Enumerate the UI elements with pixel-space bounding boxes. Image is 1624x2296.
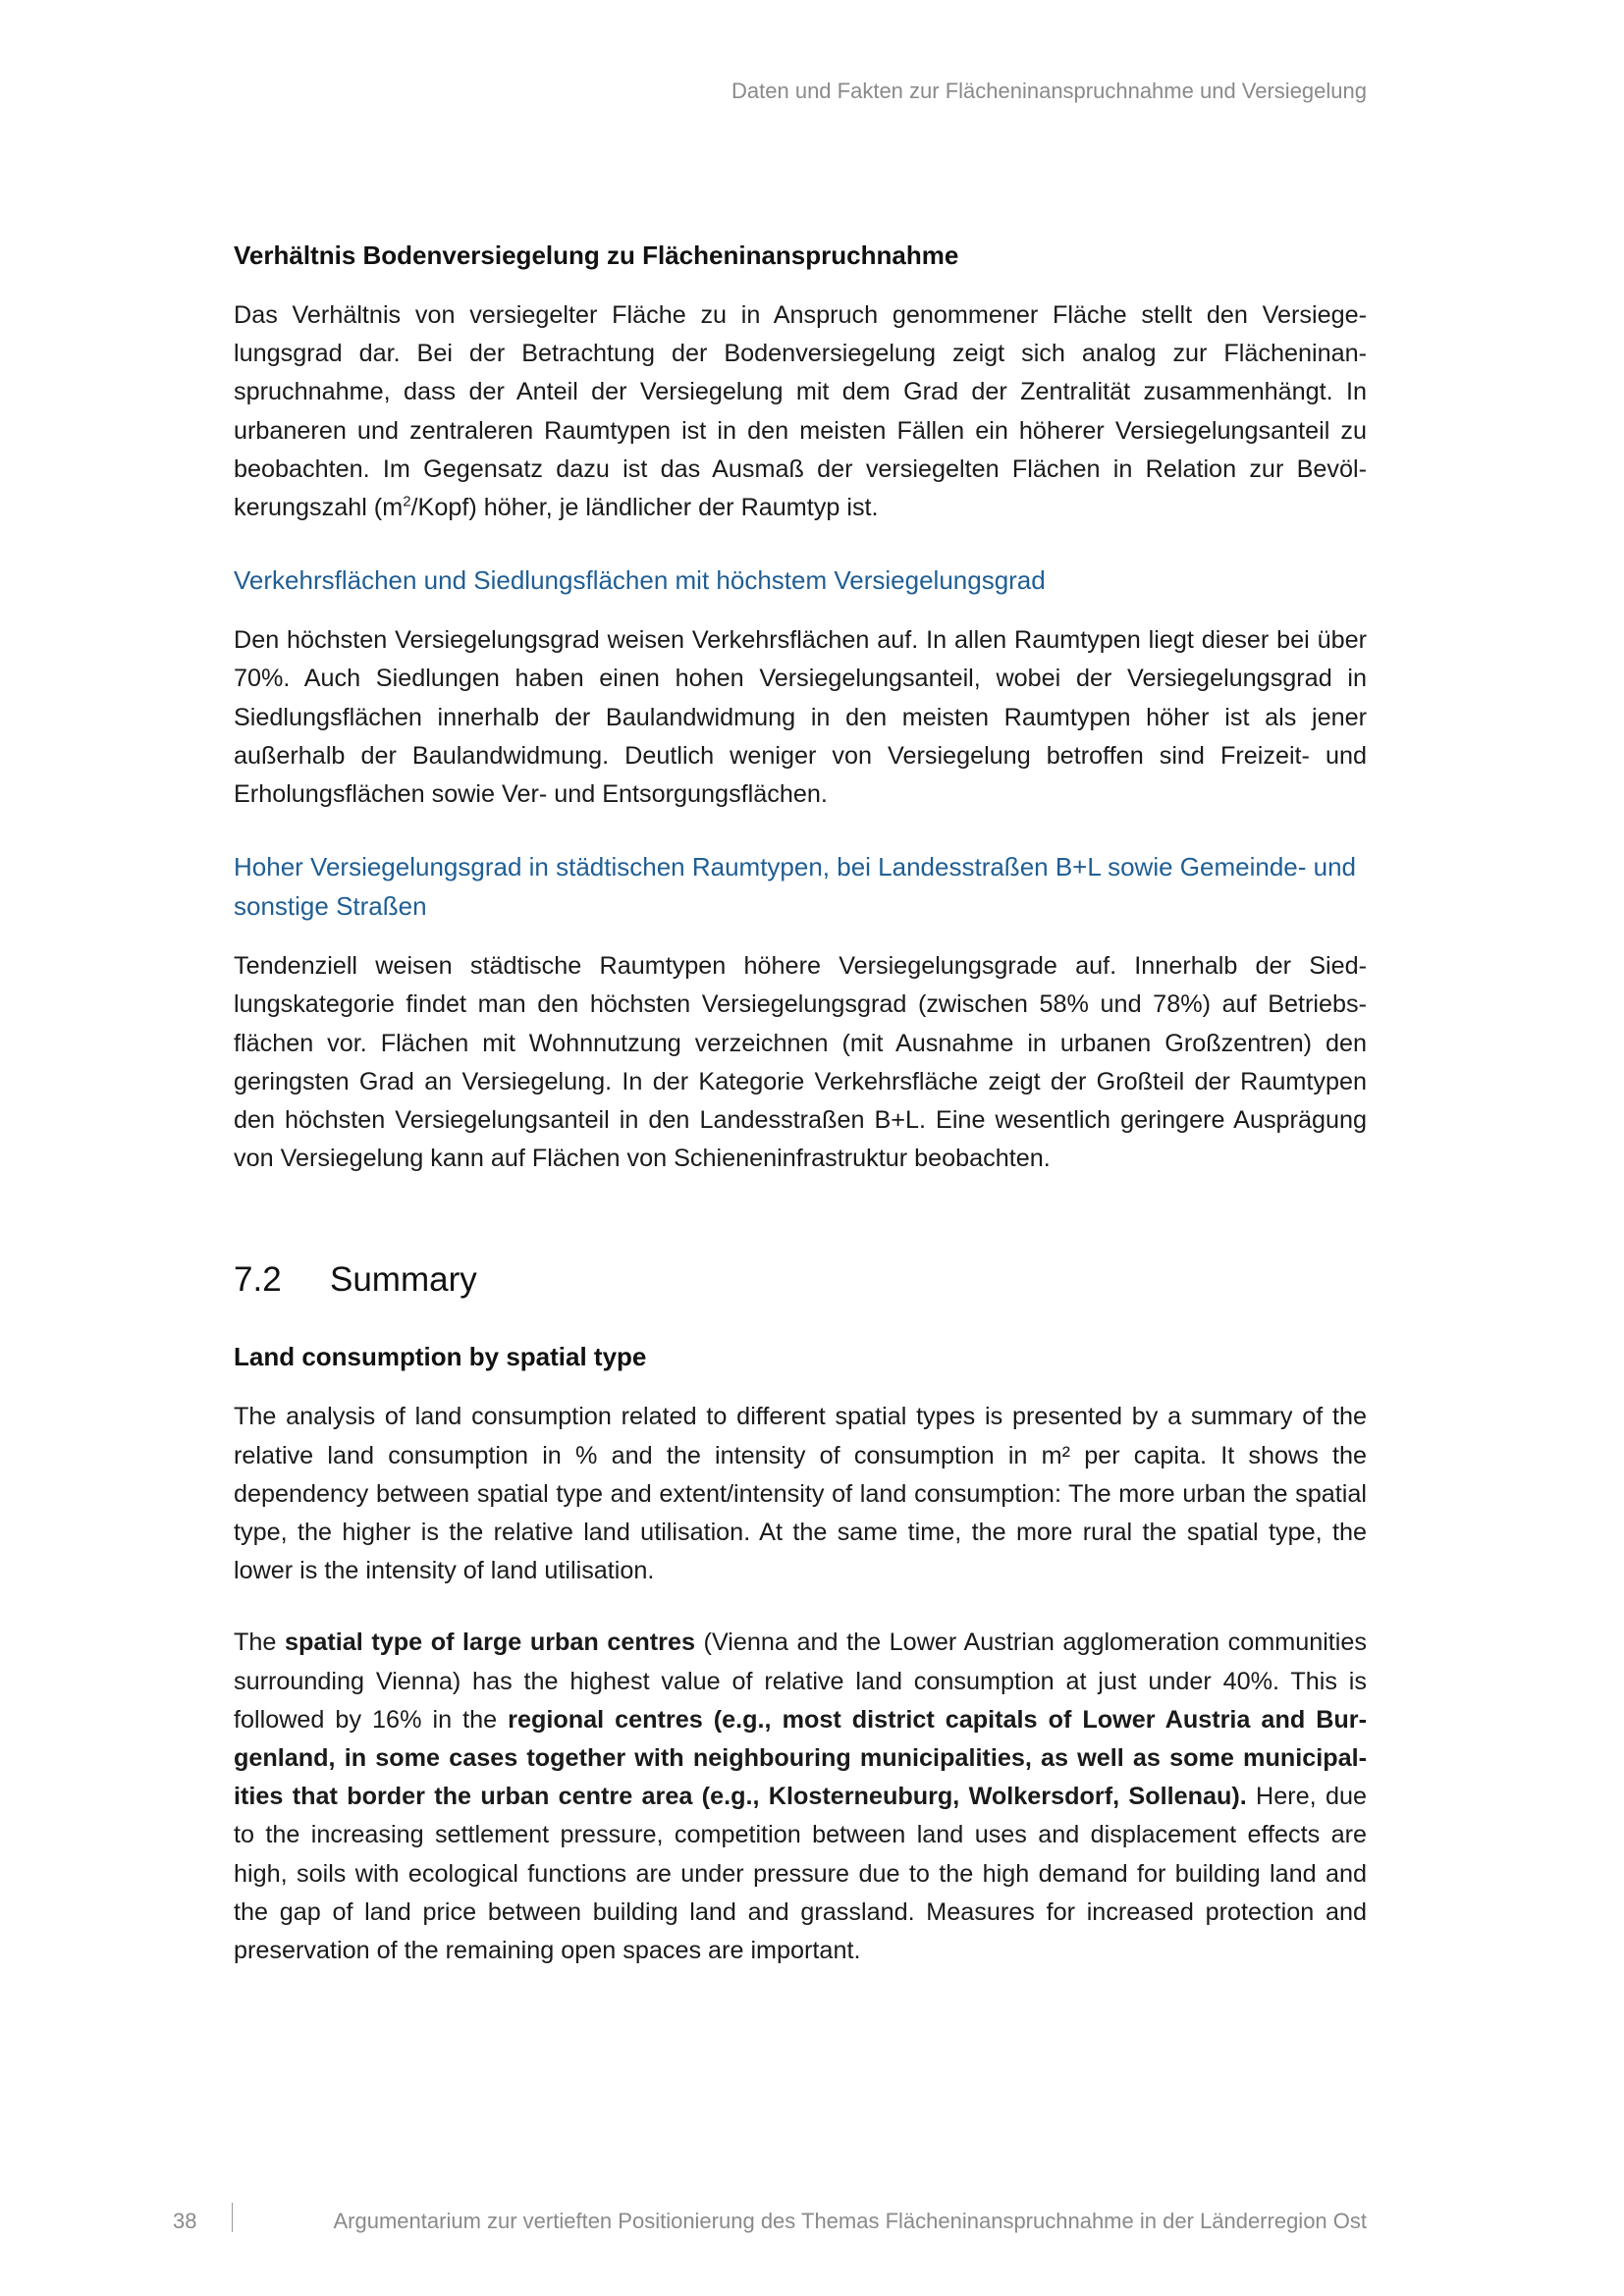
footer-divider (232, 2203, 233, 2232)
paragraph-sealing-ratio (234, 296, 1367, 527)
chapter-title: Summary (330, 1260, 477, 1300)
bold-text: regional centres (e.g., most district capitals of Lower Austria and Burgenland, in some cases together with neighbouring municipalities, as well as some municipalities that border the urban centre area (e.g., Klosterneuburg, Wolkersdorf, Sollenau). (234, 1705, 1367, 1811)
running-header: Daten und Fakten zur Flächeninanspruchnahme und Versiegelung (731, 79, 1367, 103)
subheading-urban-sealing: Hoher Versiegelungsgrad in städtischen Raumtypen, bei Landesstraßen B+L sowie Gemeinde- und sonstige Straßen (234, 852, 1356, 922)
bold-text: spatial type of large urban centres (284, 1629, 695, 1657)
page-number: 38 (173, 2209, 197, 2233)
paragraph-text: /Kopf) höher, je ländlicher der Raumtyp ist. (410, 494, 879, 522)
subheading-traffic-settlement: Verkehrsflächen und Siedlungsflächen mit höchstem Versiegelungsgrad (234, 565, 1046, 596)
paragraph-text: Here, due to the increasing settlement pressure, competition between land uses and displacement effects are high, soils with ecological functions are under pressure due to the high demand for building land and the gap of land price between building land and grassland. Measures for increased protection and preservation of the remaining open spaces are important. (234, 1783, 1367, 1965)
footer-document-title: Argumentarium zur vertieften Positionierung des Themas Flächeninanspruchnahme in der Länderregion Ost (333, 2209, 1367, 2233)
paragraph-land-consumption: The analysis of land consumption related to different spatial types is presented by a summary of the relative land consumption in % and the intensity of consumption in m² per capita. It shows the dependency between spatial type and extent/intensity of land consumption: The more urban the spatial type, the higher is the relative land utilisation. At the same time, the more rural the spatial type, the lower is the intensity of land utilisation. (234, 1403, 1367, 1585)
superscript: 2 (403, 493, 411, 510)
section-heading-sealing-ratio: Verhältnis Bodenversiegelung zu Flächeninanspruchnahme (234, 240, 959, 270)
paragraph-text: The (234, 1629, 285, 1657)
chapter-number: 7.2 (234, 1260, 282, 1300)
page-footer (0, 2209, 1624, 2248)
paragraph-text: (Vienna and the Lower Austrian agglomeration communities surrounding Vienna) has the highest value of relative land consumption at just under 40%. This is followed by 16% in the (234, 1629, 1367, 1734)
paragraph-urban-centres (234, 1624, 1367, 1970)
paragraph-text: Das Verhältnis von versiegelter Fläche zu in Anspruch genommener Fläche stellt den Versiegelungsgrad dar. Bei der Betrachtung der Bodenversiegelung zeigt sich analog zur Flächeninanspruchnahme, dass der Anteil der Versiegelung mit dem Grad der Zentralität zusammenhängt. In urbaneren und zentraleren Raumtypen ist in den meisten Fällen ein höherer Versiegelungsanteil zu beobachten. Im Gegensatz dazu ist das Ausmaß der versiegelten Flächen in Relation zur Bevölkerungszahl (m (234, 301, 1367, 522)
paragraph-traffic-settlement: Den höchsten Versiegelungsgrad weisen Verkehrsflächen auf. In allen Raumtypen liegt dieser bei über 70%. Auch Siedlungen haben einen hohen Versiegelungsanteil, wobei der Versiegelungsgrad in Siedlungsflächen innerhalb der Baulandwidmung in den meisten Raumtypen höher ist als jener außerhalb der Baulandwidmung. Deutlich weniger von Versiegelung betroffen sind Freizeit- und Erholungsflächen sowie Ver- und Entsorgungsflächen. (234, 626, 1367, 809)
section-heading-land-consumption: Land consumption by spatial type (234, 1342, 647, 1372)
chapter-heading-summary (234, 1256, 1367, 1304)
main-content (234, 236, 1367, 2003)
paragraph-urban-sealing: Tendenziell weisen städtische Raumtypen höhere Versiegelungsgrade auf. Innerhalb der Siedlungskategorie findet man den höchsten Versiegelungsgrad (zwischen 58% und 78%) auf Betriebsflächen vor. Flächen mit Wohnnutzung verzeichnen (mit Ausnahme in urbanen Großzentren) den geringsten Grad an Versiegelung. In der Kategorie Verkehrsfläche zeigt der Großteil der Raumtypen den höchsten Versiegelungsanteil in den Landesstraßen B+L. Eine wesentlich geringere Ausprägung von Versiegelung kann auf Flächen von Schieneninfrastruktur beobachten. (234, 952, 1367, 1173)
